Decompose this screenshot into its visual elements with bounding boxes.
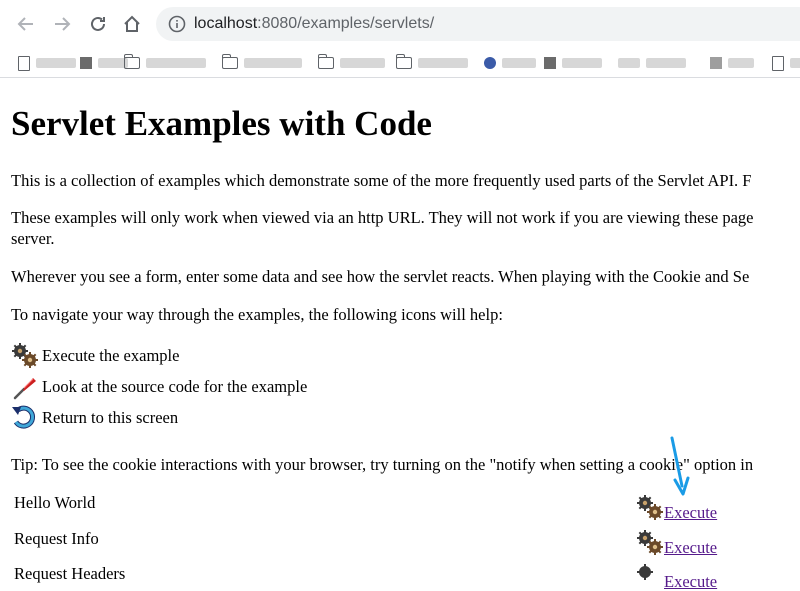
legend-source-text: Look at the source code for the example — [42, 377, 308, 396]
execute-link-request-headers[interactable] — [636, 563, 717, 591]
bookmark-folder[interactable] — [124, 55, 206, 71]
bookmark-folder[interactable] — [222, 55, 302, 71]
http-note-paragraph-continued: server. — [11, 229, 55, 248]
navigation-paragraph: To navigate your way through the examples, the following icons will help: — [11, 305, 503, 324]
reload-button[interactable] — [86, 12, 110, 36]
home-button[interactable] — [120, 12, 144, 36]
gears-icon — [11, 342, 39, 370]
example-hello-world: Hello World — [14, 493, 96, 512]
screwdriver-icon — [11, 373, 39, 401]
page-icon — [18, 56, 30, 71]
back-arrow-icon — [17, 15, 35, 33]
execute-link-text[interactable]: Execute — [664, 572, 718, 591]
intro-paragraph: This is a collection of examples which demonstrate some of the more frequently used parts of the Servlet API. F — [11, 171, 752, 190]
address-bar[interactable] — [156, 7, 800, 41]
page-icon — [772, 56, 784, 71]
url-path: :8080/examples/servlets/ — [257, 15, 435, 32]
gears-icon — [636, 563, 664, 591]
form-note-paragraph: Wherever you see a form, enter some data and see how the servlet reacts. When playing with the Cookie and Se — [11, 267, 750, 286]
folder-icon — [318, 57, 334, 69]
return-icon — [11, 404, 39, 432]
tip-paragraph: Tip: To see the cookie interactions with your browser, try turning on the "notify when setting a cookie" option in — [11, 455, 754, 474]
legend-return-text: Return to this screen — [42, 408, 179, 427]
bookmark-item[interactable] — [540, 55, 602, 71]
bookmark-folder[interactable] — [396, 55, 468, 71]
bookmark-item[interactable] — [480, 55, 536, 71]
page-title: Servlet Examples with Code — [11, 104, 432, 143]
back-button[interactable] — [14, 12, 38, 36]
bookmark-folder[interactable] — [318, 55, 385, 71]
execute-link-text[interactable]: Execute — [664, 538, 718, 557]
legend-execute-text: Execute the example — [42, 346, 180, 365]
reload-icon — [89, 15, 107, 33]
annotation-arrow-icon — [666, 436, 696, 500]
folder-icon — [396, 57, 412, 69]
legend-source — [11, 373, 307, 401]
folder-icon — [124, 57, 140, 69]
bookmarks-bar — [0, 48, 800, 78]
bookmark-item[interactable] — [772, 55, 800, 71]
example-request-headers: Request Headers — [14, 564, 126, 583]
url-text[interactable] — [194, 7, 434, 41]
gears-icon — [636, 529, 664, 557]
forward-arrow-icon — [53, 15, 71, 33]
execute-link-text[interactable]: Execute — [664, 503, 718, 522]
info-icon[interactable] — [168, 15, 186, 33]
browser-toolbar — [0, 0, 800, 48]
example-request-info: Request Info — [14, 529, 99, 548]
bookmark-item[interactable] — [618, 55, 686, 71]
http-note-paragraph: These examples will only work when viewed via an http URL. They will not work if you are viewing these page — [11, 208, 754, 227]
legend-return — [11, 404, 178, 432]
home-icon — [123, 15, 141, 33]
legend-execute — [11, 342, 179, 370]
bookmark-item[interactable] — [18, 55, 76, 71]
bookmark-item[interactable] — [76, 55, 128, 71]
gears-icon — [636, 494, 664, 522]
url-host: localhost — [194, 15, 258, 32]
execute-link-request-info[interactable] — [636, 529, 717, 557]
forward-button[interactable] — [50, 12, 74, 36]
folder-icon — [222, 57, 238, 69]
bookmark-item[interactable] — [706, 55, 754, 71]
